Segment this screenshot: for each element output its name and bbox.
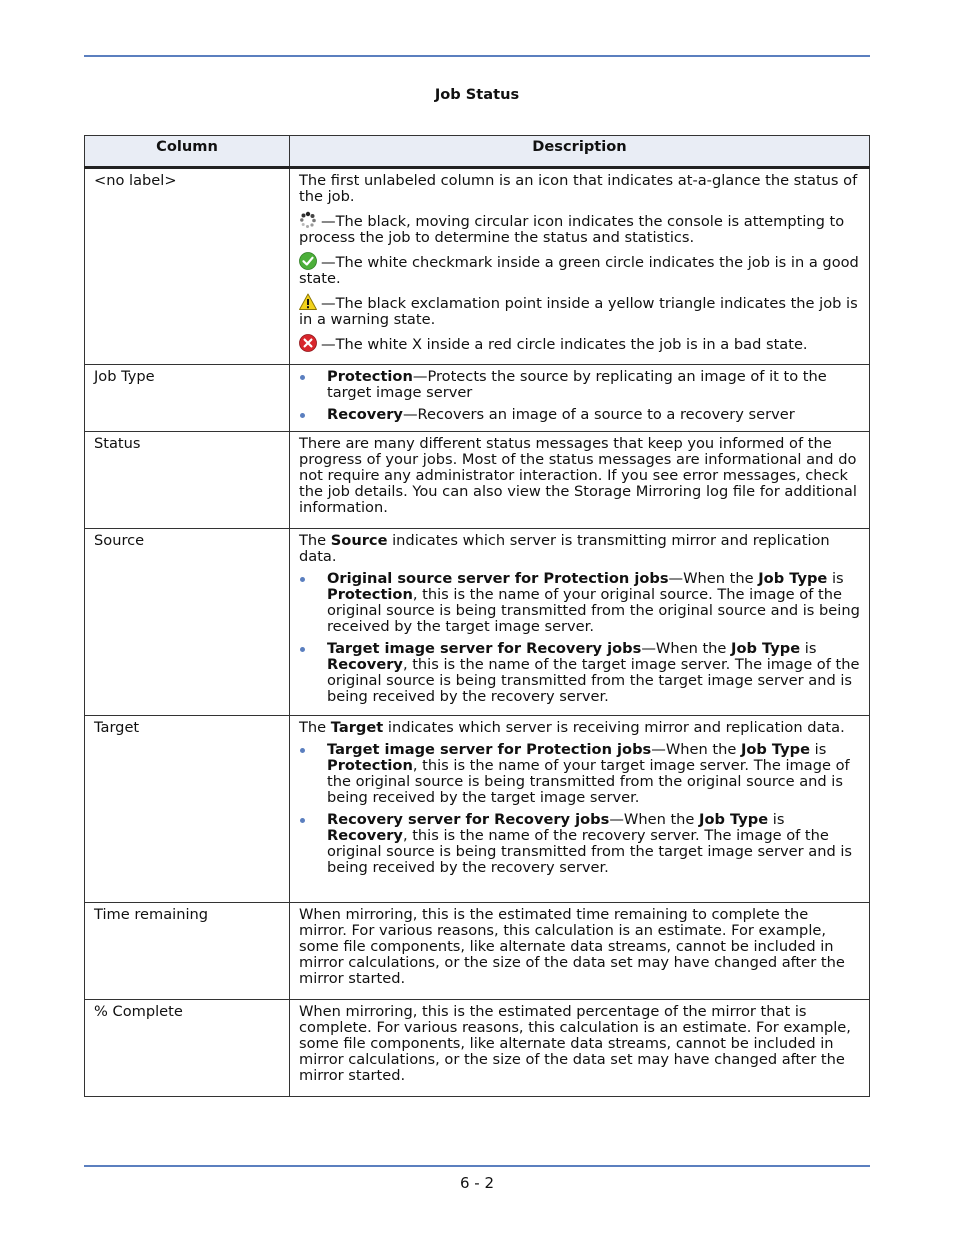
table-row (85, 529, 870, 716)
status-warning-text: —The black exclamation point inside a yellow triangle indicates the job is in a warning state. (299, 295, 858, 328)
term: Protection (327, 757, 413, 774)
list-item (299, 571, 860, 635)
intro-term: Target (330, 719, 384, 736)
text: —When the (651, 741, 741, 758)
intro-text: The (299, 532, 331, 549)
term: Recovery (327, 406, 403, 423)
status-good (299, 252, 860, 287)
definition: —Protects the source by replicating an image of it to the target image server (327, 368, 827, 401)
text: is (810, 741, 827, 758)
bullet-icon (300, 748, 305, 753)
bullet-icon (300, 577, 305, 582)
list-item (299, 407, 860, 423)
row-column-name: Target (85, 716, 290, 903)
header-rule (84, 55, 870, 57)
term: Job Type (731, 640, 801, 657)
text: is (768, 811, 785, 828)
intro-term: Source (330, 532, 388, 549)
text: —When the (668, 570, 759, 587)
row-description (290, 529, 870, 716)
text: , this is the name of the recovery server. The image of the original source is being transmitted from the target image server and is being received by the recovery server. (327, 827, 853, 876)
row-column-name: Source (85, 529, 290, 716)
row-column-name: <no label> (85, 168, 290, 365)
term: Recovery (327, 827, 403, 844)
table-header-row (85, 136, 870, 168)
status-bad-text: —The white X inside a red circle indicates the job is in a bad state. (321, 336, 808, 353)
column-header: Column (85, 136, 290, 168)
text: , this is the name of the target image server. The image of the original source is being transmitted from the target image server and is being received by the recovery server. (327, 656, 860, 705)
text: —When the (641, 640, 732, 657)
yellow-warning-icon (299, 293, 317, 311)
table-row (85, 903, 870, 1000)
list-item (299, 641, 860, 705)
red-x-icon (299, 334, 317, 352)
intro-text: The (299, 719, 331, 736)
text: is (800, 640, 817, 657)
table-row (85, 716, 870, 903)
term: Original source server for Protection jobs (327, 570, 669, 587)
percent-complete-text: When mirroring, this is the estimated percentage of the mirror that is complete. For various reasons, this calculation is an estimate. For example, some file components, like alternate data streams, cannot be included in mirror calculations, or the size of the data set may have changed after the mirror started. (299, 1003, 851, 1084)
term: Recovery server for Recovery jobs (327, 811, 610, 828)
status-processing (299, 211, 860, 246)
status-processing-text: —The black, moving circular icon indicates the console is attempting to process the job to determine the status and statistics. (299, 213, 845, 246)
table-row (85, 1000, 870, 1097)
status-good-text: —The white checkmark inside a green circle indicates the job is in a good state. (299, 254, 859, 287)
intro-text: indicates which server is transmitting mirror and replication data. (299, 532, 830, 565)
spinner-icon (299, 211, 317, 229)
term: Job Type (740, 741, 811, 758)
term: Job Type (758, 570, 828, 587)
row-description (290, 432, 870, 529)
list-item (299, 369, 860, 401)
status-bad (299, 334, 860, 353)
row-description (290, 716, 870, 903)
text: , this is the name of your original source. The image of the original source is being transmitted from the original source and is being received by the target image server. (327, 586, 860, 635)
description-header: Description (290, 136, 870, 168)
bullet-icon (300, 413, 305, 418)
row-description (290, 903, 870, 1000)
row-description (290, 168, 870, 365)
list-item (299, 812, 860, 876)
row-description (290, 365, 870, 432)
job-status-table (84, 135, 870, 1097)
term: Job Type (699, 811, 769, 828)
intro-text: indicates which server is receiving mirror and replication data. (383, 719, 845, 736)
row-description (290, 1000, 870, 1097)
page-title: Job Status (434, 86, 520, 103)
source-intro (299, 533, 860, 565)
status-text: There are many different status messages that keep you informed of the progress of your jobs. Most of the status messages are informational and do not require any administrator interaction. If you see error messages, check the job details. You can also view the Storage Mirroring log file for additional information. (299, 435, 857, 516)
table-row (85, 432, 870, 529)
source-list (299, 571, 860, 705)
row-column-name: Time remaining (85, 903, 290, 1000)
term: Protection (327, 586, 413, 603)
text: —When the (609, 811, 700, 828)
row-column-name: % Complete (85, 1000, 290, 1097)
row-column-name: Job Type (85, 365, 290, 432)
term: Target image server for Recovery jobs (327, 640, 642, 657)
bullet-icon (300, 647, 305, 652)
time-remaining-text: When mirroring, this is the estimated time remaining to complete the mirror. For various reasons, this calculation is an estimate. For example, some file components, like alternate data streams, cannot be included in mirror calculations, or the size of the data set may have changed after the mirror started. (299, 906, 845, 987)
status-warning (299, 293, 860, 328)
table-row (85, 168, 870, 365)
bullet-icon (300, 818, 305, 823)
bullet-icon (300, 375, 305, 380)
table-row (85, 365, 870, 432)
term: Target image server for Protection jobs (327, 741, 652, 758)
page-number: 6 - 2 (459, 1174, 495, 1192)
green-checkmark-icon (299, 252, 317, 270)
target-intro (299, 720, 860, 736)
status-intro: The first unlabeled column is an icon that indicates at-a-glance the status of the job. (299, 172, 858, 205)
target-list (299, 742, 860, 876)
list-item (299, 742, 860, 806)
definition: —Recovers an image of a source to a recovery server (402, 406, 795, 423)
footer-rule (84, 1165, 870, 1167)
term: Recovery (327, 656, 403, 673)
term: Protection (327, 368, 413, 385)
row-column-name: Status (85, 432, 290, 529)
job-type-list (299, 369, 860, 423)
text: is (827, 570, 844, 587)
text: , this is the name of your target image server. The image of the original source is being transmitted from the original source and is being received by the target image server. (327, 757, 850, 806)
